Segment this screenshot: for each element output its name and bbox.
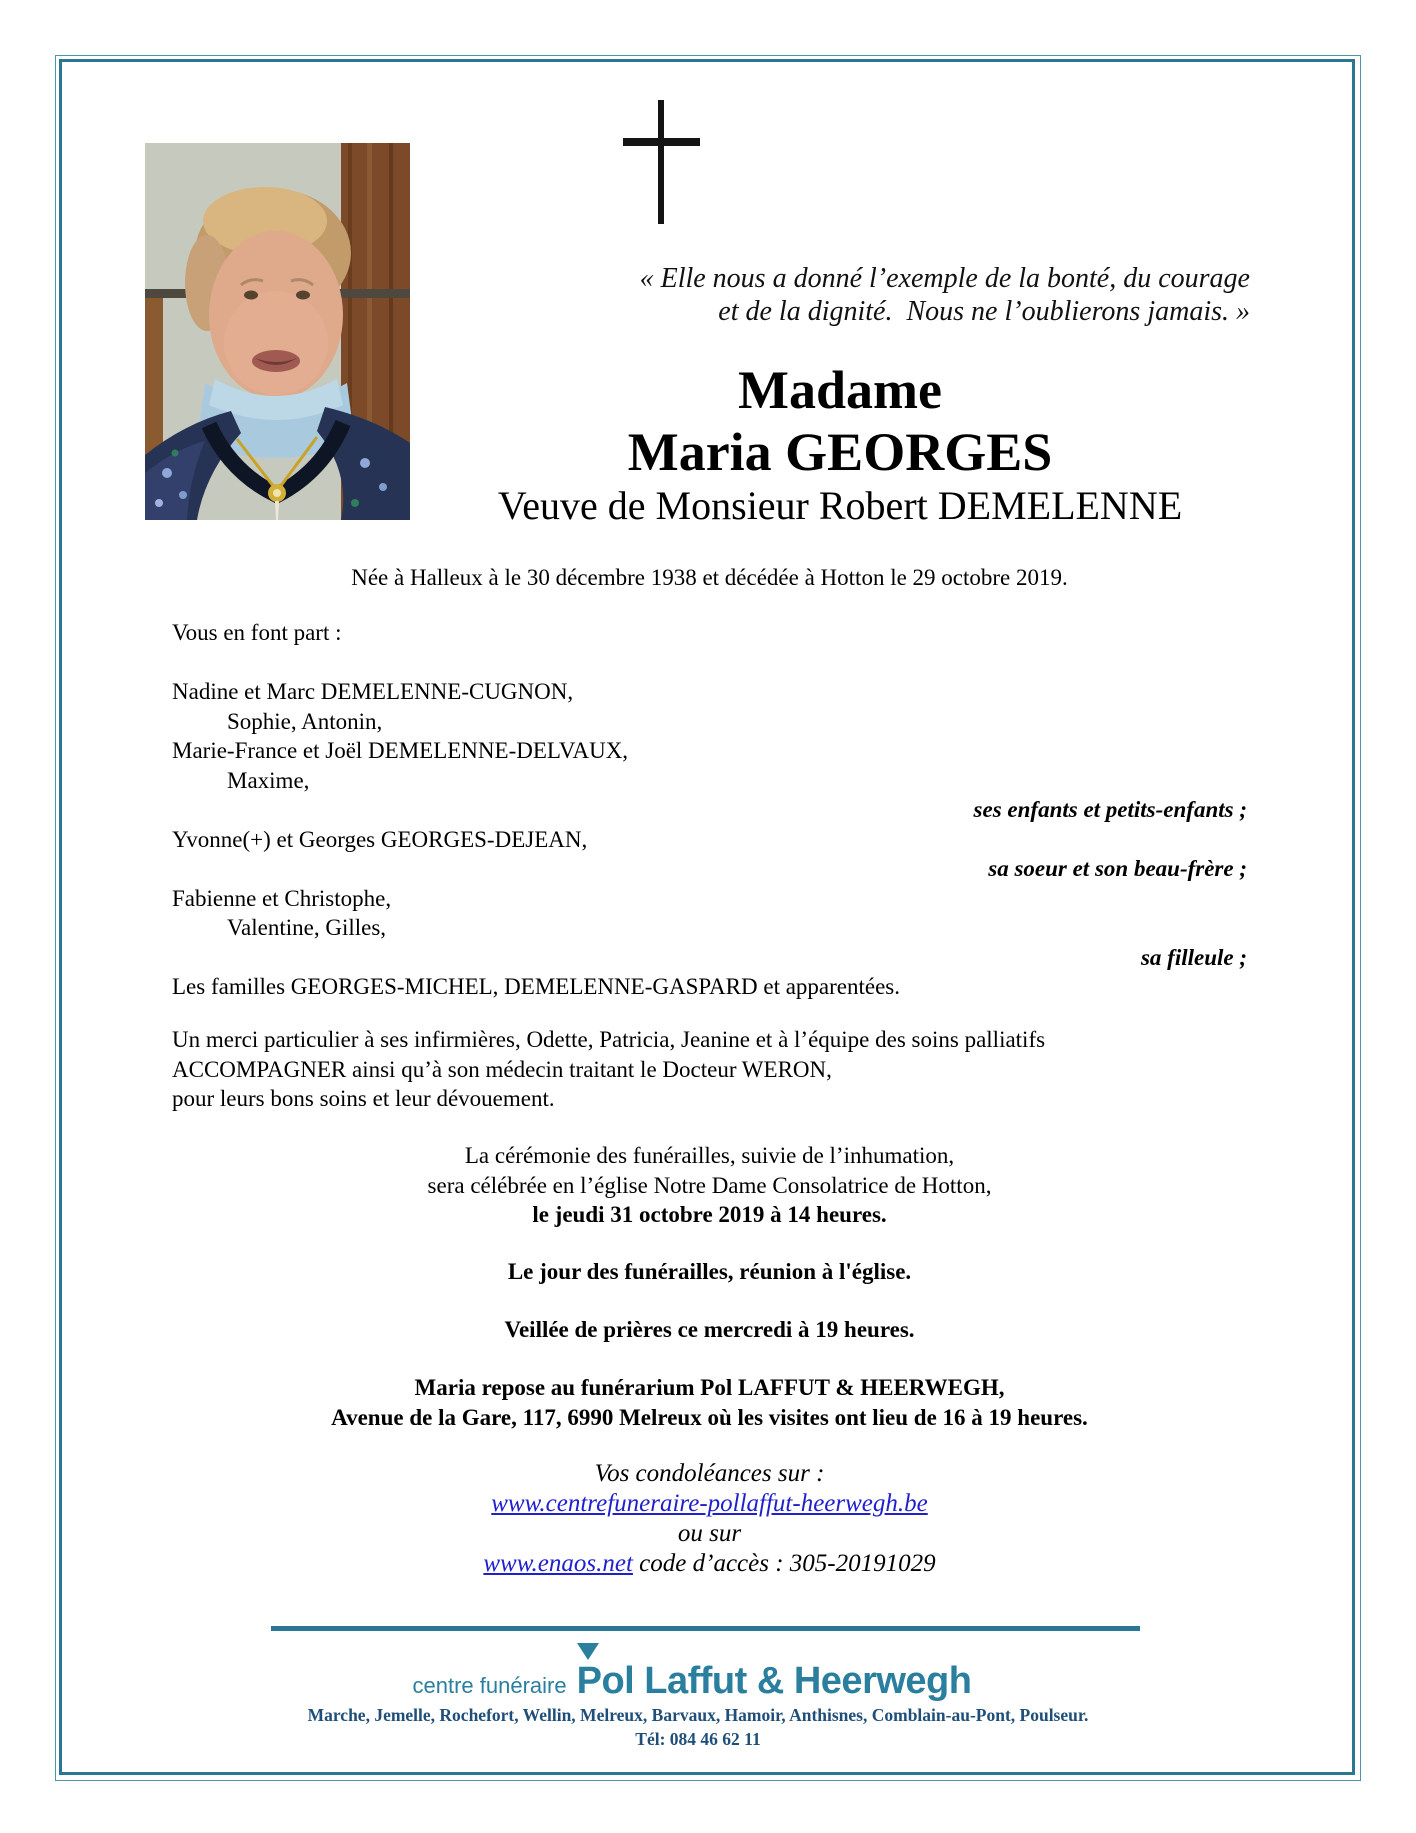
quote-line-1: « Elle nous a donné l’exemple de la bonté, du courage: [639, 263, 1250, 294]
family-line: Sophie, Antonin,: [227, 708, 383, 734]
family-line: Valentine, Gilles,: [227, 915, 387, 940]
footer-phone: Tél: 084 46 62 11: [635, 1729, 761, 1749]
cross-vertical-bar: [658, 100, 664, 224]
access-code: code d’accès : 305-20191029: [639, 1550, 936, 1577]
funeral-home-brand: [172, 1660, 1212, 1703]
intro-line: Vous en font part :: [172, 620, 342, 645]
family-line: Les familles GEORGES-MICHEL, DEMELENNE-GASPARD et apparentées.: [172, 974, 901, 999]
widow-line: Veuve de Monsieur Robert DEMELENNE: [497, 483, 1183, 528]
family-line: Marie-France et Joël DEMELENNE-DELVAUX,: [172, 738, 629, 763]
salutation: Madame: [738, 360, 942, 420]
family-line: Maxime,: [227, 767, 310, 793]
thanks-paragraph: [172, 1025, 1247, 1114]
thanks-line: Un merci particulier à ses infirmières, Odette, Patricia, Jeanine et à l’équipe des soins palliatifs: [172, 1027, 1046, 1052]
ceremony-line: La cérémonie des funérailles, suivie de l’inhumation,: [464, 1143, 955, 1168]
cross-horizontal-bar: [623, 138, 700, 146]
repose-paragraph: [172, 1373, 1247, 1432]
brand-triangle-icon: [577, 1643, 599, 1660]
meeting-line: Le jour des funérailles, réunion à l'église.: [507, 1259, 912, 1284]
condolences-intro: Vos condoléances sur :: [594, 1460, 825, 1487]
quote-line-2: et de la dignité. Nous ne l’oublierons jamais. »: [718, 296, 1250, 327]
brand-small-label: centre funéraire: [412, 1673, 567, 1698]
footer-divider: [271, 1626, 1140, 1631]
enaos-link[interactable]: www.enaos.net: [483, 1550, 633, 1577]
condolences-or: ou sur: [677, 1520, 742, 1547]
portrait-illustration: [145, 143, 410, 520]
ceremony-line: sera célébrée en l’église Notre Dame Consolatrice de Hotton,: [427, 1172, 992, 1198]
vigil-line: Veillée de prières ce mercredi à 19 heures.: [504, 1317, 915, 1342]
footer-cities: Marche, Jemelle, Rochefort, Wellin, Melreux, Barvaux, Hamoir, Anthisnes, Comblain-au-Pont, Poulseur.: [307, 1705, 1089, 1725]
kinship-label: ses enfants et petits-enfants ;: [973, 797, 1247, 822]
brand-name: Pol Laffut & Heerwegh: [576, 1660, 972, 1702]
thanks-line: ACCOMPAGNER ainsi qu’à son médecin traitant le Docteur WERON,: [172, 1056, 832, 1082]
condolences-block: [172, 1459, 1247, 1579]
deceased-name: Maria GEORGES: [627, 422, 1053, 482]
memorial-quote: [500, 262, 1250, 328]
ceremony-paragraph: [172, 1141, 1247, 1230]
kinship-label: sa filleule ;: [1140, 944, 1247, 970]
condolences-link-row: [172, 1489, 1247, 1519]
family-list: [172, 677, 1247, 1002]
repose-line: Maria repose au funérarium Pol LAFFUT & HEERWEGH,: [414, 1375, 1005, 1400]
thanks-line: pour leurs bons soins et leur dévouement.: [172, 1086, 555, 1111]
kinship-label: sa soeur et son beau-frère ;: [988, 856, 1247, 881]
ceremony-date-line: le jeudi 31 octobre 2019 à 14 heures.: [532, 1202, 887, 1227]
funeral-home-website-link[interactable]: www.centrefuneraire-pollaffut-heerwegh.be: [491, 1490, 928, 1517]
family-line: Fabienne et Christophe,: [172, 885, 392, 911]
repose-line: Avenue de la Gare, 117, 6990 Melreux où les visites ont lieu de 16 à 19 heures.: [331, 1404, 1088, 1430]
enaos-row: [172, 1549, 1247, 1579]
portrait-photo: [145, 143, 410, 520]
family-line: Nadine et Marc DEMELENNE-CUGNON,: [172, 679, 574, 704]
birth-death-line: Née à Halleux à le 30 décembre 1938 et décédée à Hotton le 29 octobre 2019.: [351, 565, 1068, 590]
family-line: Yvonne(+) et Georges GEORGES-DEJEAN,: [172, 826, 588, 852]
